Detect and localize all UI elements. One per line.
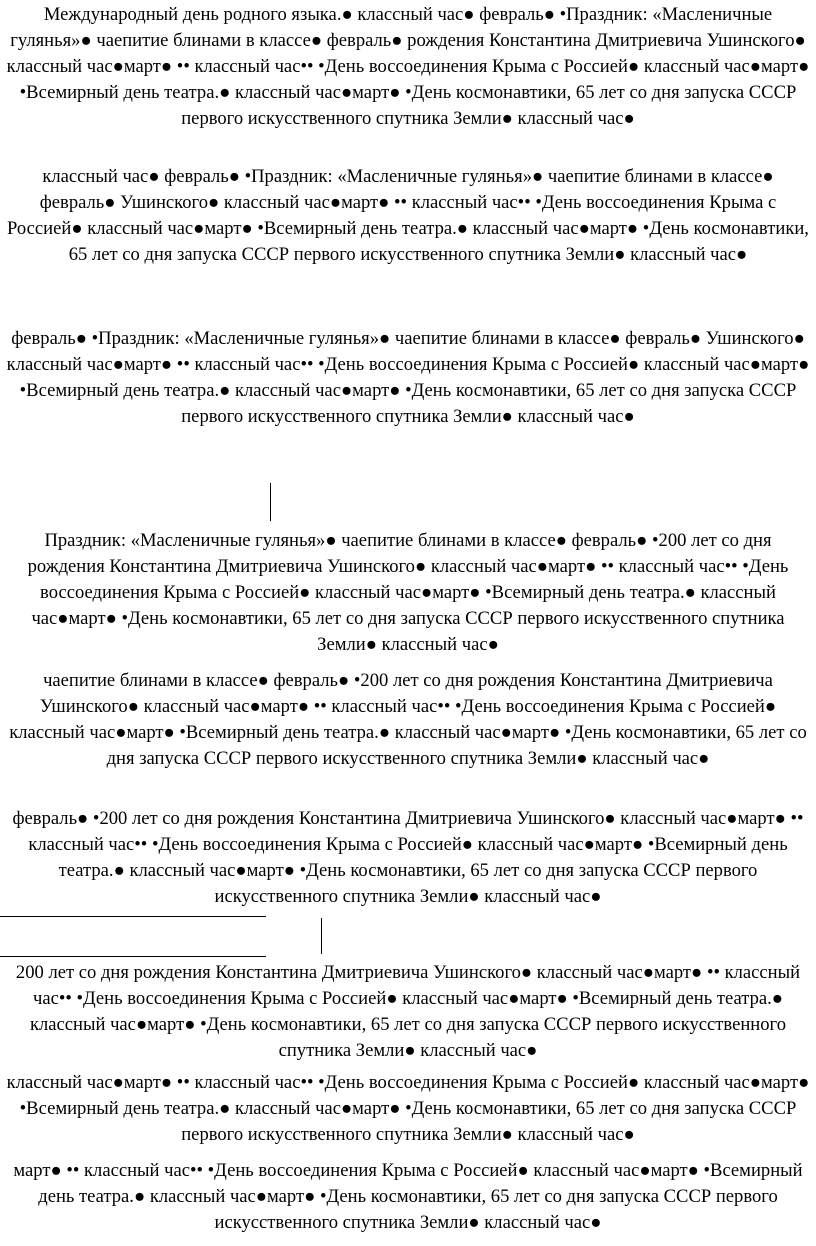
paragraph-7: 200 лет со дня рождения Константина Дмитриевича Ушинского● классный час●март● •• классный час•• •День воссоединения Крыма с Россией● классный час●март● •Всемирный день театра.● классный час●март● •День космонавтики, 65 лет со дня запуска СССР первого искусственного спутника Земли● классный час●: [15, 962, 801, 1061]
paragraph-5: чаепитие блинами в классе● февраль● •200 лет со дня рождения Константина Дмитриевича Ушинского● классный час●март● •• классный час•• •День воссоединения Крыма с Россией● классный час●март● •Всемирный день театра.● классный час●март● •День космонавтики, 65 лет со дня запуска СССР первого искусственного спутника Земли● классный час●: [9, 670, 807, 769]
paragraph-1: Международный день родного языка.● классный час● февраль● •Праздник: «Масленичные гулянья»● чаепитие блинами в классе● февраль● рождения Константина Дмитриевича Ушинского● классный час●март● •• классный час•• •День воссоединения Крыма с Россией● классный час●март● •Всемирный день театра.● классный час●март● •День космонавтики, 65 лет со дня запуска СССР первого искусственного спутника Земли● классный час●: [6, 4, 810, 129]
paragraph-8: классный час●март● •• классный час•• •День воссоединения Крыма с Россией● классный час●март● •Всемирный день театра.● классный час●март● •День космонавтики, 65 лет со дня запуска СССР первого искусственного спутника Земли● классный час●: [6, 1072, 810, 1145]
paragraph-6: февраль● •200 лет со дня рождения Константина Дмитриевича Ушинского● классный час●март● •• классный час•• •День воссоединения Крыма с Россией● классный час●март● •Всемирный день театра.● классный час●март● •День космонавтики, 65 лет со дня запуска СССР первого искусственного спутника Земли● классный час●: [12, 808, 804, 907]
vertical-divider-2: [321, 918, 322, 954]
paragraph-9: март● •• классный час•• •День воссоединения Крыма с Россией● классный час●март● •Всемирный день театра.● классный час●март● •День космонавтики, 65 лет со дня запуска СССР первого искусственного спутника Земли● классный час●: [13, 1160, 803, 1233]
horizontal-divider-2: [0, 956, 266, 957]
vertical-divider-1: [270, 483, 271, 521]
paragraph-4: Праздник: «Масленичные гулянья»● чаепитие блинами в классе● февраль● •200 лет со дня рождения Константина Дмитриевича Ушинского● классный час●март● •• классный час•• •День воссоединения Крыма с Россией● классный час●март● •Всемирный день театра.● классный час●март● •День космонавтики, 65 лет со дня запуска СССР первого искусственного спутника Земли● классный час●: [27, 530, 789, 655]
horizontal-divider-1: [0, 916, 266, 917]
paragraph-2: классный час● февраль● •Праздник: «Масленичные гулянья»● чаепитие блинами в классе● февраль● Ушинского● классный час●март● •• классный час•• •День воссоединения Крыма с Россией● классный час●март● •Всемирный день театра.● классный час●март● •День космонавтики, 65 лет со дня запуска СССР первого искусственного спутника Земли● классный час●: [7, 166, 809, 265]
paragraph-3: февраль● •Праздник: «Масленичные гулянья»● чаепитие блинами в классе● февраль● Ушинского● классный час●март● •• классный час•• •День воссоединения Крыма с Россией● классный час●март● •Всемирный день театра.● классный час●март● •День космонавтики, 65 лет со дня запуска СССР первого искусственного спутника Земли● классный час●: [6, 328, 810, 427]
